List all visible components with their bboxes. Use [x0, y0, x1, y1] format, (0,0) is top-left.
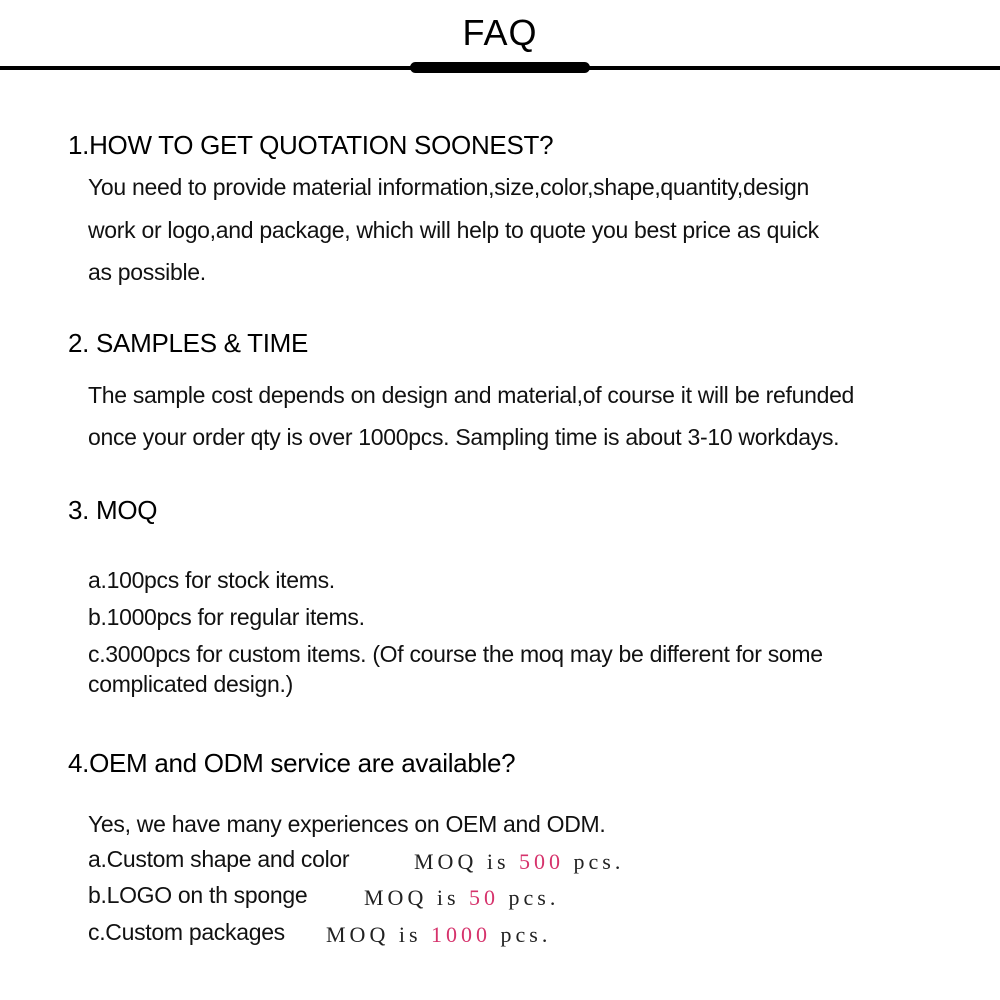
oem-item-moq	[364, 885, 559, 911]
faq-answer-3-line-2: b.1000pcs for regular items.	[88, 604, 365, 630]
faq-answer-1-line-1: You need to provide material information,size,color,shape,quantity,design	[88, 174, 809, 200]
oem-item-label: c.Custom packages	[88, 919, 285, 945]
title-divider-accent	[410, 62, 590, 73]
moq-prefix: MOQ is	[364, 885, 460, 910]
faq-answer-3-line-1: a.100pcs for stock items.	[88, 567, 335, 593]
oem-item-moq	[326, 922, 551, 948]
moq-value: 1000	[431, 922, 492, 947]
faq-question-1: 1.HOW TO GET QUOTATION SOONEST?	[68, 130, 554, 160]
moq-value: 50	[469, 885, 500, 910]
moq-value: 500	[519, 849, 565, 874]
faq-answer-3-line-4: complicated design.)	[88, 671, 293, 697]
moq-prefix: MOQ is	[414, 849, 510, 874]
faq-question-4: 4.OEM and ODM service are available?	[68, 748, 516, 778]
faq-answer-1-line-3: as possible.	[88, 259, 206, 285]
moq-suffix: pcs.	[500, 922, 552, 947]
faq-question-3: 3. MOQ	[68, 495, 158, 525]
oem-item-moq	[414, 849, 624, 875]
faq-answer-3-line-3: c.3000pcs for custom items. (Of course the moq may be different for some	[88, 641, 823, 667]
faq-answer-4-intro: Yes, we have many experiences on OEM and ODM.	[88, 811, 606, 837]
oem-item-label: a.Custom shape and color	[88, 846, 350, 872]
faq-answer-1-line-2: work or logo,and package, which will help to quote you best price as quick	[88, 217, 819, 243]
faq-answer-2-line-1: The sample cost depends on design and material,of course it will be refunded	[88, 382, 855, 408]
faq-question-2: 2. SAMPLES & TIME	[68, 328, 309, 358]
faq-answer-2-line-2: once your order qty is over 1000pcs. Sampling time is about 3-10 workdays.	[88, 424, 840, 450]
moq-suffix: pcs.	[508, 885, 560, 910]
page-title: FAQ	[462, 12, 538, 53]
oem-item-label: b.LOGO on th sponge	[88, 882, 308, 908]
moq-suffix: pcs.	[573, 849, 625, 874]
moq-prefix: MOQ is	[326, 922, 422, 947]
